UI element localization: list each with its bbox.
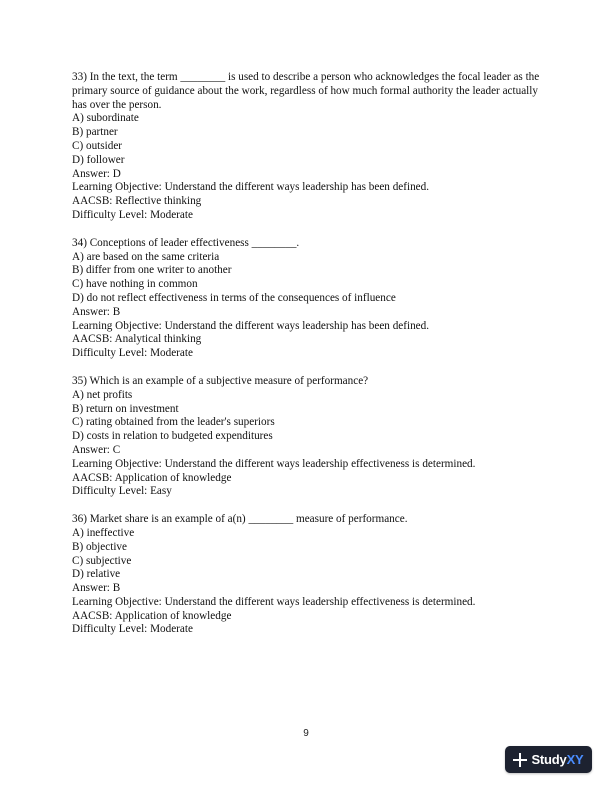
option-c: C) have nothing in common <box>72 278 198 291</box>
aacsb: AACSB: Application of knowledge <box>72 609 232 622</box>
option-d: D) do not reflect effectiveness in terms of the consequences of influence <box>72 291 396 304</box>
option-c: C) rating obtained from the leader's superiors <box>72 416 275 429</box>
brand-main: Study <box>531 752 567 767</box>
brand-logo <box>531 752 583 767</box>
question-stem: 36) Market share is an example of a(n) ________ measure of performance. <box>72 513 408 526</box>
option-c: C) subjective <box>72 554 132 567</box>
option-a: A) net profits <box>72 388 133 401</box>
answer: Answer: C <box>72 443 121 456</box>
aacsb: AACSB: Reflective thinking <box>72 195 202 208</box>
learning-objective: Learning Objective: Understand the different ways leadership effectiveness is determined. <box>72 457 476 470</box>
learning-objective: Learning Objective: Understand the different ways leadership effectiveness is determined. <box>72 595 476 608</box>
option-d: D) costs in relation to budgeted expenditures <box>72 430 273 443</box>
answer: Answer: D <box>72 167 121 180</box>
question-35 <box>72 375 542 499</box>
page-number: 9 <box>303 728 309 739</box>
learning-objective: Learning Objective: Understand the different ways leadership has been defined. <box>72 319 430 332</box>
difficulty-level: Difficulty Level: Moderate <box>72 208 193 221</box>
option-b: B) return on investment <box>72 402 179 415</box>
question-stem: 33) In the text, the term ________ is used to describe a person who acknowledges the focal leader as the primary source of guidance about the work, regardless of how much formal authority the leader actually has over the person. <box>72 71 540 111</box>
option-b: B) differ from one writer to another <box>72 264 232 277</box>
option-c: C) outsider <box>72 139 123 152</box>
difficulty-level: Difficulty Level: Moderate <box>72 623 193 636</box>
option-b: B) partner <box>72 126 118 139</box>
learning-objective: Learning Objective: Understand the different ways leadership has been defined. <box>72 181 430 194</box>
question-34 <box>72 237 542 361</box>
plus-icon <box>513 753 527 767</box>
question-stem: 34) Conceptions of leader effectiveness ________. <box>72 236 300 249</box>
answer: Answer: B <box>72 305 121 318</box>
aacsb: AACSB: Application of knowledge <box>72 471 232 484</box>
studyxy-badge[interactable] <box>505 746 592 773</box>
brand-accent: XY <box>566 752 584 767</box>
option-a: A) ineffective <box>72 526 135 539</box>
aacsb: AACSB: Analytical thinking <box>72 333 202 346</box>
option-d: D) follower <box>72 153 125 166</box>
difficulty-level: Difficulty Level: Easy <box>72 485 172 498</box>
option-b: B) objective <box>72 540 127 553</box>
question-list <box>72 71 542 651</box>
question-36 <box>72 513 542 637</box>
option-d: D) relative <box>72 568 121 581</box>
question-33 <box>72 71 542 223</box>
option-a: A) subordinate <box>72 112 139 125</box>
option-a: A) are based on the same criteria <box>72 250 220 263</box>
difficulty-level: Difficulty Level: Moderate <box>72 347 193 360</box>
answer: Answer: B <box>72 582 121 595</box>
question-stem: 35) Which is an example of a subjective measure of performance? <box>72 374 369 387</box>
